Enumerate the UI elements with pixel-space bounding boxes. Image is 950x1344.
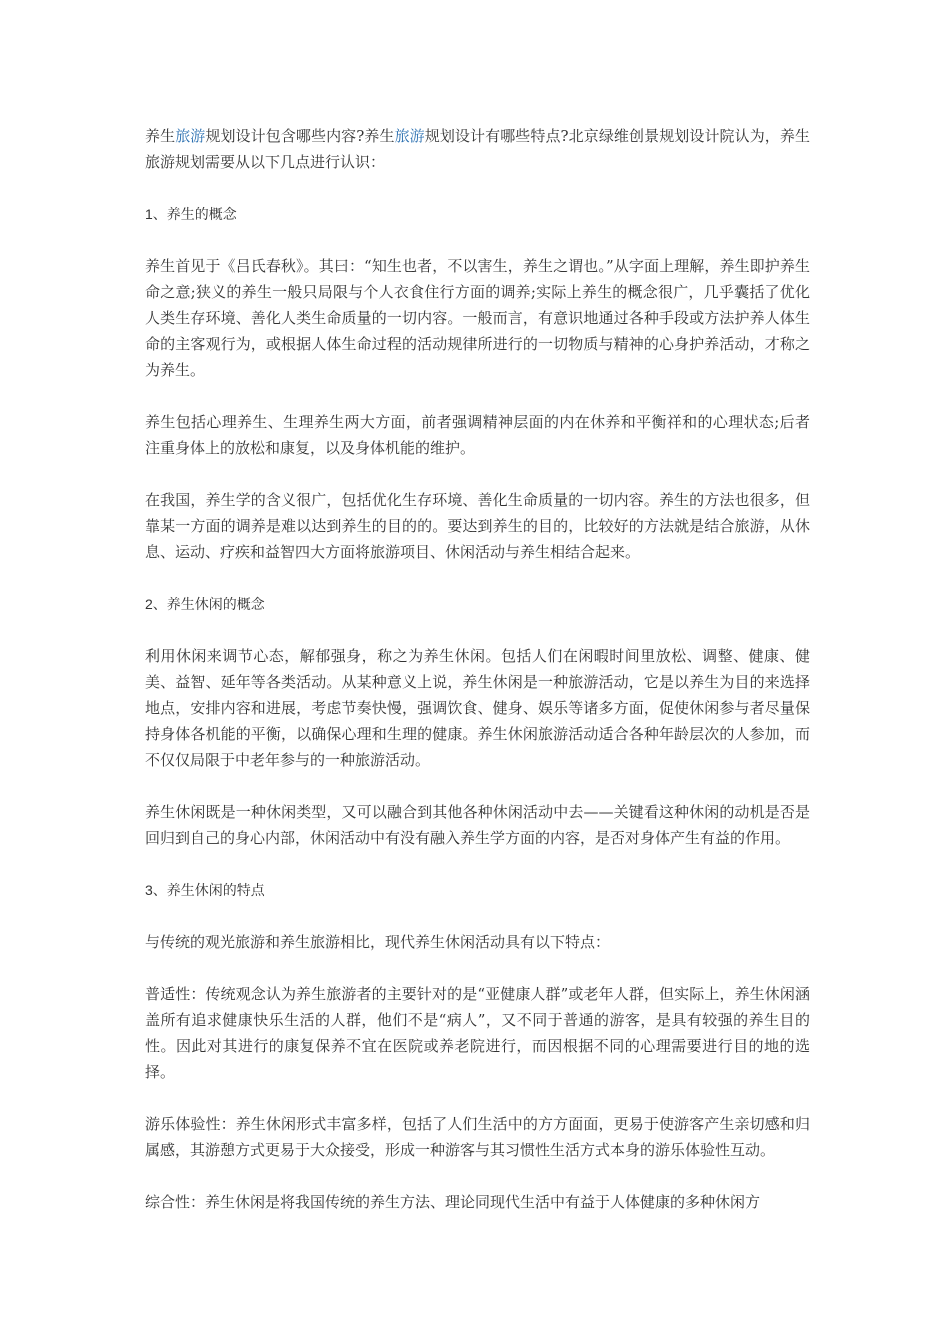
spacer xyxy=(145,903,810,929)
spacer xyxy=(145,461,810,487)
paragraph: 养生包括心理养生、生理养生两大方面，前者强调精神层面的内在休养和平衡祥和的心理状态;后者注重身体上的放松和康复，以及身体机能的维护。 xyxy=(145,413,810,457)
paragraph: 综合性：养生休闲是将我国传统的养生方法、理论同现代生活中有益于人体健康的多种休闲方 xyxy=(145,1193,761,1211)
paragraph: 养生休闲既是一种休闲类型，又可以融合到其他各种休闲活动中去——关键看这种休闲的动机是否是回归到自己的身心内部，休闲活动中有没有融入养生学方面的内容，是否对身体产生有益的作用。 xyxy=(145,803,810,847)
document-body xyxy=(145,123,810,1215)
paragraph: 与传统的观光旅游和养生旅游相比，现代养生休闲活动具有以下特点： xyxy=(145,933,611,951)
spacer xyxy=(145,617,810,643)
paragraph: 普适性：传统观念认为养生旅游者的主要针对的是“亚健康人群”或老年人群，但实际上，养生休闲涵盖所有追求健康快乐生活的人群，他们不是“病人”，又不同于普通的游客，是具有较强的养生目的性。因此对其进行的康复保养不宜在医院或养老院进行，而因根据不同的心理需要进行目的地的选择。 xyxy=(145,985,810,1081)
section-heading-1: 1、养生的概念 xyxy=(145,206,237,222)
spacer xyxy=(145,851,810,877)
spacer xyxy=(145,565,810,591)
paragraph: 游乐体验性：养生休闲形式丰富多样，包括了人们生活中的方方面面，更易于使游客产生亲切感和归属感，其游憩方式更易于大众接受，形成一种游客与其习惯性生活方式本身的游乐体验性互动。 xyxy=(145,1115,810,1159)
intro-text-1: 养生 xyxy=(145,127,176,145)
section-heading-3: 3、养生休闲的特点 xyxy=(145,882,265,898)
spacer xyxy=(145,955,810,981)
spacer xyxy=(145,773,810,799)
intro-paragraph xyxy=(145,123,810,175)
paragraph: 利用休闲来调节心态，解郁强身，称之为养生休闲。包括人们在闲暇时间里放松、调整、健康、健美、益智、延年等各类活动。从某种意义上说，养生休闲是一种旅游活动，它是以养生为目的来选择地点，安排内容和进展，考虑节奏快慢，强调饮食、健身、娱乐等诸多方面，促使休闲参与者尽量保持身体各机能的平衡，以确保心理和生理的健康。养生休闲旅游活动适合各种年龄层次的人参加，而不仅仅局限于中老年参与的一种旅游活动。 xyxy=(145,647,810,769)
spacer xyxy=(145,1163,810,1189)
spacer xyxy=(145,383,810,409)
spacer xyxy=(145,227,810,253)
tourism-link-2[interactable]: 旅游 xyxy=(394,127,425,145)
paragraph: 在我国，养生学的含义很广，包括优化生存环境、善化生命质量的一切内容。养生的方法也很多，但靠某一方面的调养是难以达到养生的目的的。要达到养生的目的，比较好的方法就是结合旅游，从休息、运动、疗疾和益智四大方面将旅游项目、休闲活动与养生相结合起来。 xyxy=(145,491,810,561)
spacer xyxy=(145,175,810,201)
intro-text-3: 规划设计有哪些特点?北京绿维创景规划设计院认为，养生旅游规划需要从以下几点进行认识： xyxy=(145,127,810,171)
section-heading-2: 2、养生休闲的概念 xyxy=(145,596,265,612)
intro-text-2: 规划设计包含哪些内容?养生 xyxy=(205,127,395,145)
spacer xyxy=(145,1085,810,1111)
tourism-link-1[interactable]: 旅游 xyxy=(175,127,206,145)
paragraph: 养生首见于《吕氏春秋》。其曰：“知生也者，不以害生，养生之谓也。”从字面上理解，养生即护养生命之意;狭义的养生一般只局限与个人衣食住行方面的调养;实际上养生的概念很广，几乎囊括了优化人类生存环境、善化人类生命质量的一切内容。一般而言，有意识地通过各种手段或方法护养人体生命的主客观行为，或根据人体生命过程的活动规律所进行的一切物质与精神的心身护养活动，才称之为养生。 xyxy=(145,257,810,379)
